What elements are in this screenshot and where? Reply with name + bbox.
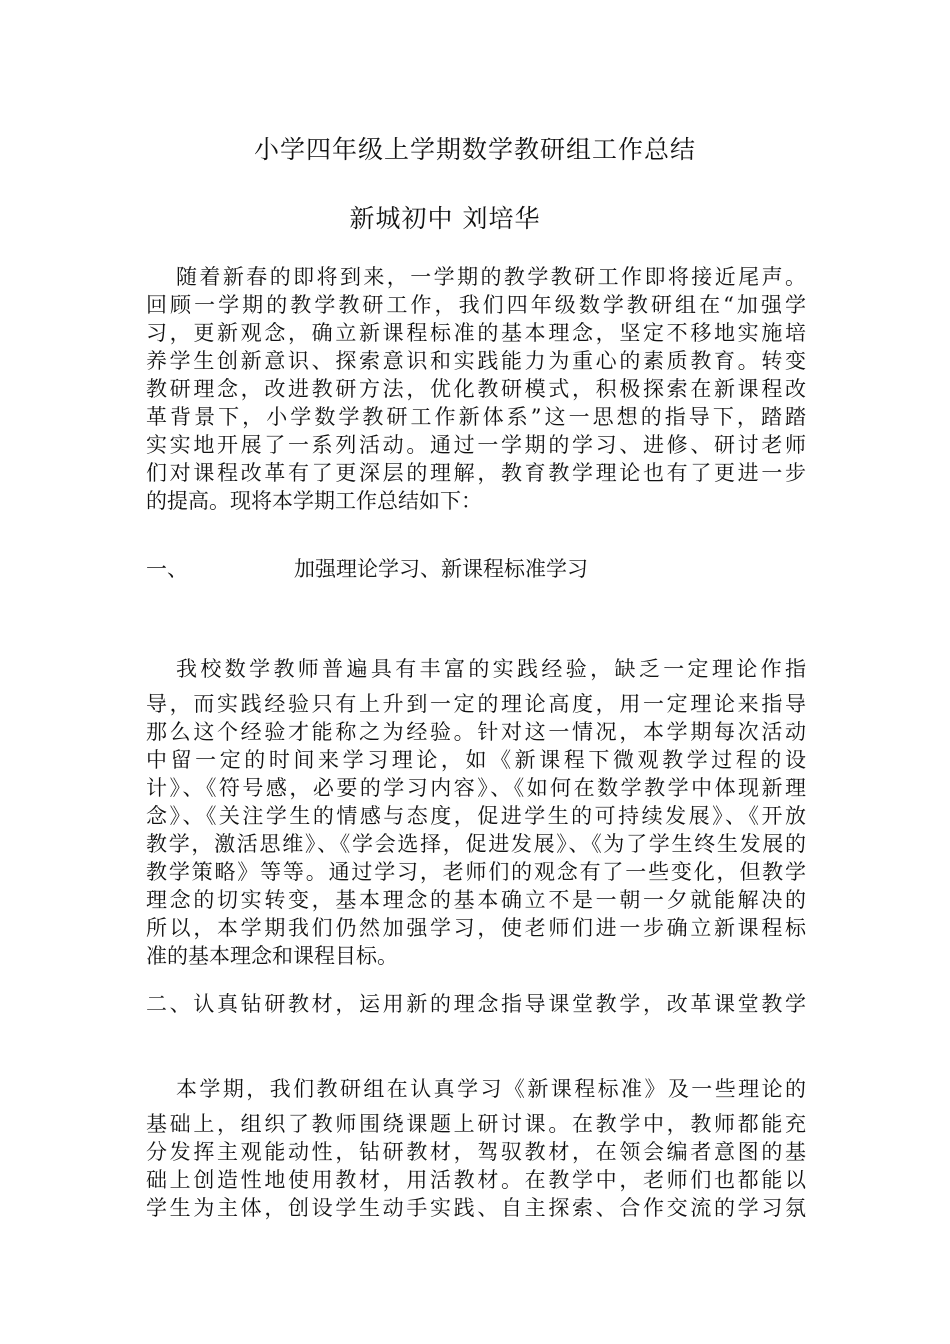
intro-line: 们对课程改革有了更深层的理解，教育教学理论也有了更进一步 bbox=[146, 461, 806, 485]
section-2-line: 础上创造性地使用教材，用活教材。在教学中，老师们也都能以 bbox=[146, 1168, 806, 1192]
section-1-line: 念》、《关注学生的情感与态度，促进学生的可持续发展》、《开放 bbox=[146, 804, 806, 828]
section-2-heading: 二、认真钻研教材，运用新的理念指导课堂教学，改革课堂教学 bbox=[146, 992, 806, 1016]
intro-line: 习，更新观念，确立新课程标准的基本理念，坚定不移地实施培 bbox=[146, 321, 806, 345]
document-title: 小学四年级上学期数学教研组工作总结 bbox=[253, 135, 696, 164]
section-1-heading bbox=[146, 555, 588, 583]
section-1-line: 那么这个经验才能称之为经验。针对这一情况，本学期每次活动 bbox=[146, 720, 806, 744]
section-1-line: 教学，激活思维》、《学会选择，促进发展》、《为了学生终生发展的 bbox=[146, 832, 806, 856]
section-1-line: 计》、《符号感，必要的学习内容》、《如何在数学教学中体现新理 bbox=[146, 776, 806, 800]
document-author: 新城初中 刘培华 bbox=[349, 204, 541, 233]
intro-line: 回顾一学期的教学教研工作，我们四年级数学教研组在“加强学 bbox=[146, 293, 806, 317]
intro-line: 随着新春的即将到来，一学期的教学教研工作即将接近尾声。 bbox=[176, 265, 806, 289]
section-1-line: 所以，本学期我们仍然加强学习，使老师们进一步确立新课程标 bbox=[146, 916, 806, 940]
intro-line: 教研理念，改进教研方法，优化教研模式，积极探索在新课程改 bbox=[146, 377, 806, 401]
section-1-line: 教学策略》等等。通过学习，老师们的观念有了一些变化，但教学 bbox=[146, 860, 806, 884]
intro-line: 的提高。现将本学期工作总结如下： bbox=[146, 489, 482, 513]
intro-line: 实实地开展了一系列活动。通过一学期的学习、进修、研讨老师 bbox=[146, 433, 806, 457]
section-2-line: 学生为主体，创设学生动手实践、自主探索、合作交流的学习氛 bbox=[146, 1196, 806, 1220]
section-1-line: 理念的切实转变，基本理念的基本确立不是一朝一夕就能解决的 bbox=[146, 888, 806, 912]
section-1-line: 中留一定的时间来学习理论，如《新课程下微观教学过程的设 bbox=[146, 748, 806, 772]
section-2-line: 本学期，我们教研组在认真学习《新课程标准》及一些理论的 bbox=[176, 1077, 806, 1101]
intro-line: 革背景下，小学数学教研工作新体系”这一思想的指导下，踏踏 bbox=[146, 405, 806, 429]
section-2-line: 分发挥主观能动性，钻研教材，驾驭教材，在领会编者意图的基 bbox=[146, 1140, 806, 1164]
section-2-line: 基础上，组织了教师围绕课题上研讨课。在教学中，教师都能充 bbox=[146, 1112, 806, 1136]
section-1-line: 准的基本理念和课程目标。 bbox=[146, 944, 398, 968]
section-1-line: 导，而实践经验只有上升到一定的理论高度，用一定理论来指导 bbox=[146, 692, 806, 716]
intro-line: 养学生创新意识、探索意识和实践能力为重心的素质教育。转变 bbox=[146, 349, 806, 373]
section-1-line: 我校数学教师普遍具有丰富的实践经验，缺乏一定理论作指 bbox=[176, 657, 806, 681]
section-1-number: 一、 bbox=[146, 557, 188, 581]
section-1-title: 加强理论学习、新课程标准学习 bbox=[294, 557, 588, 581]
